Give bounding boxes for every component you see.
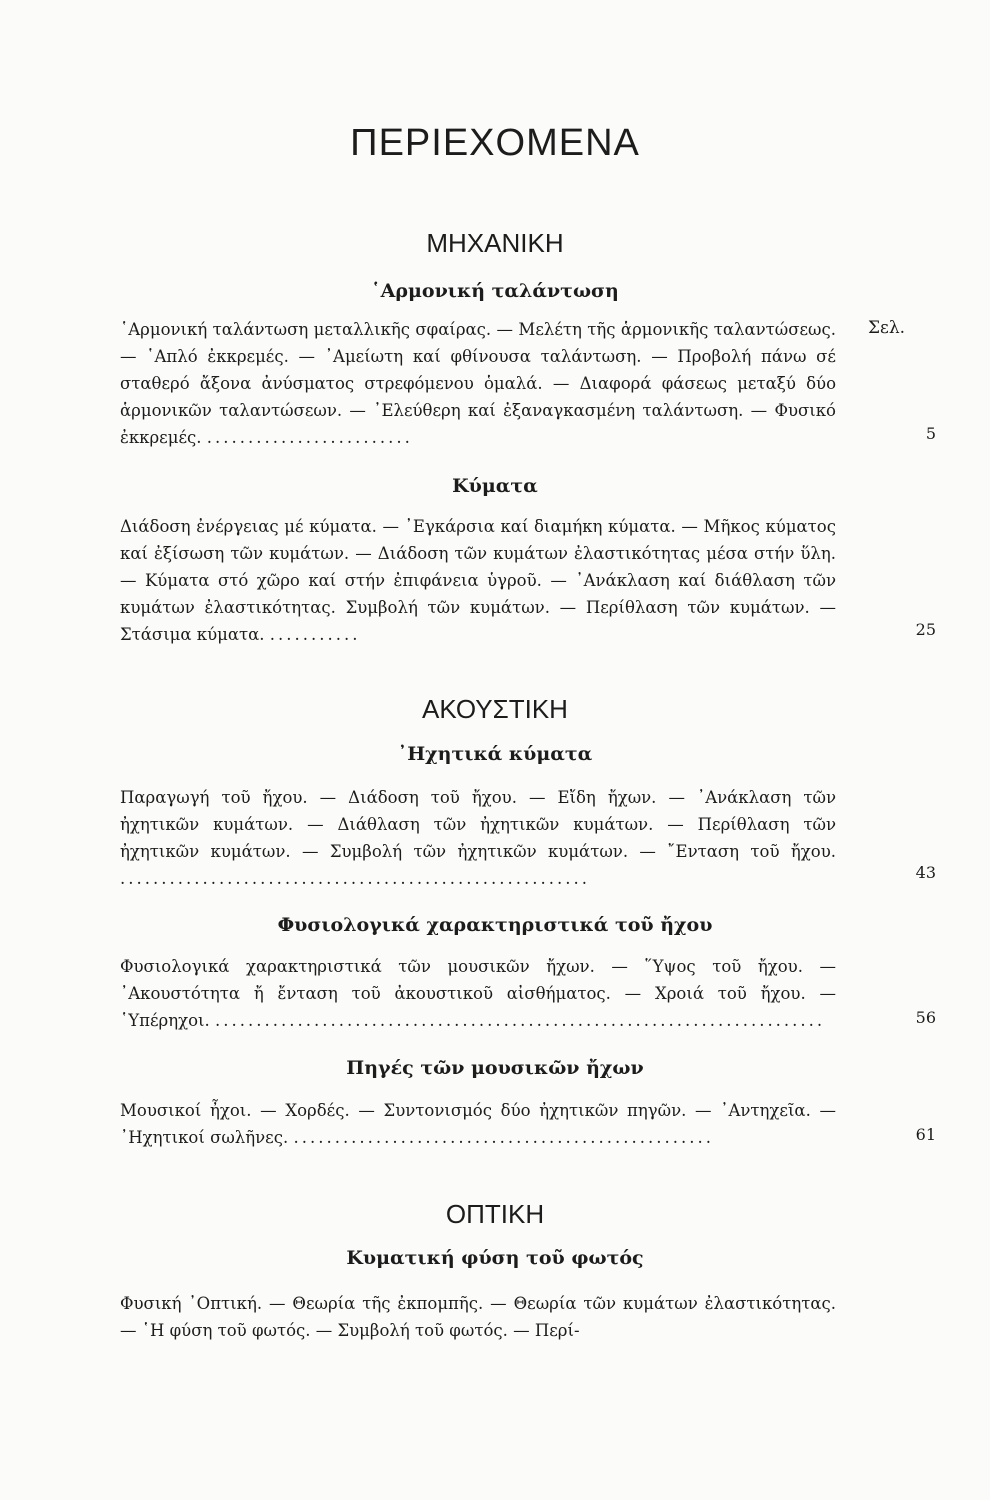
- leader-dots: ...................................................: [293, 1128, 714, 1147]
- page-number: 5: [925, 424, 936, 443]
- chapter-title-waves: Κύματα: [452, 475, 538, 497]
- toc-entry-sound-waves: [120, 784, 836, 892]
- entry-text: Παραγωγή τοῦ ἤχου. — Διάδοση τοῦ ἤχου. — Εἴδη ἤχων. — ᾿Ανάκλαση τῶν ἠχητικῶν κυμάτων. — Διάθλαση τῶν ἠχητικῶν κυμάτων. — Περίθλαση τῶν ἠχητικῶν κυμάτων. — Συμβολή τῶν ἠχητικῶν κυμάτων. — ῎Ενταση τοῦ ἤχου.: [120, 788, 836, 861]
- leader-dots: ..........................................................................: [215, 1011, 826, 1030]
- part-title-optics: ΟΠΤΙΚΗ: [445, 1199, 545, 1229]
- leader-dots: .........................: [206, 428, 413, 447]
- toc-entry-wave-nature-of-light: [120, 1290, 836, 1344]
- entry-text: Διάδοση ἐνέργειας μέ κύματα. — ᾿Εγκάρσια καί διαμήκη κύματα. — Μῆκος κύματος καί ἐξίσωση τῶν κυμάτων. — Διάδοση τῶν κυμάτων ἐλαστικότητας μέσα στήν ὕλη. — Κύματα στό χῶρο καί στήν ἐπιφάνεια ὑγροῦ. — ᾿Ανάκλαση καί διάθλαση τῶν κυμάτων ἐλαστικότητας. Συμβολή τῶν κυμάτων. — Περίθλαση τῶν κυμάτων. — Στάσιμα κύματα.: [120, 517, 836, 644]
- part-title-acoustics: ΑΚΟΥΣΤΙΚΗ: [422, 694, 568, 724]
- toc-entry-waves: [120, 513, 836, 648]
- chapter-title-physiological-features: Φυσιολογικά χαρακτηριστικά τοῦ ἤχου: [277, 914, 713, 936]
- chapter-title-sound-waves: ᾿Ηχητικά κύματα: [397, 743, 593, 765]
- chapter-title-harmonic-oscillation: ῾Αρμονική ταλάντωση: [371, 280, 619, 302]
- chapter-title-musical-sound-sources: Πηγές τῶν μουσικῶν ἤχων: [346, 1057, 644, 1079]
- leader-dots: ...........: [269, 625, 361, 644]
- leader-dots: .........................................................: [120, 869, 590, 888]
- page-number: 56: [915, 1008, 936, 1027]
- toc-entry-harmonic-oscillation: [120, 316, 836, 451]
- entry-text: Φυσιολογικά χαρακτηριστικά τῶν μουσικῶν ἤχων. — ῞Υψος τοῦ ἤχου. — ᾿Ακουστότητα ἤ ἔνταση τοῦ ἀκουστικοῦ αἰσθήματος. — Χροιά τοῦ ἤχου. — ῾Υπέρηχοι.: [120, 957, 836, 1030]
- page-number: 43: [915, 863, 936, 882]
- toc-entry-physiological-features: [120, 953, 836, 1034]
- chapter-title-wave-nature-of-light: Κυματική φύση τοῦ φωτός: [346, 1247, 644, 1269]
- entry-text: ῾Αρμονική ταλάντωση μεταλλικῆς σφαίρας. — Μελέτη τῆς ἁρμονικῆς ταλαντώσεως. — ῾Απλό ἐκκρεμές. — ᾿Αμείωτη καί φθίνουσα ταλάντωση. — Προβολή πάνω σέ σταθερό ἄξονα ἀνύσματος στρεφόμενου ὁμαλά. — Διαφορά φάσεως μεταξύ δύο ἁρμονικῶν ταλαντώσεων. — ᾿Ελεύθερη καί ἐξαναγκασμένη ταλάντωση. — Φυσικό ἐκκρεμές.: [120, 320, 836, 447]
- page-column-label: Σελ.: [868, 318, 906, 338]
- entry-text: Φυσική ᾿Οπτική. — Θεωρία τῆς ἐκπομπῆς. — Θεωρία τῶν κυμάτων ἐλαστικότητας. — ῾Η φύση τοῦ φωτός. — Συμβολή τοῦ φωτός. — Περί-: [120, 1294, 836, 1340]
- page-title: ΠΕΡΙΕΧΟΜΕΝΑ: [350, 122, 640, 164]
- toc-entry-musical-sound-sources: [120, 1097, 836, 1151]
- part-title-mechanics: ΜΗΧΑΝΙΚΗ: [426, 228, 564, 258]
- page-number: 61: [915, 1125, 936, 1144]
- page-number: 25: [915, 620, 936, 639]
- entry-text: Μουσικοί ἦχοι. — Χορδές. — Συντονισμός δύο ἠχητικῶν πηγῶν. — ᾿Αντηχεῖα. — ᾿Ηχητικοί σωλῆνες.: [120, 1101, 836, 1147]
